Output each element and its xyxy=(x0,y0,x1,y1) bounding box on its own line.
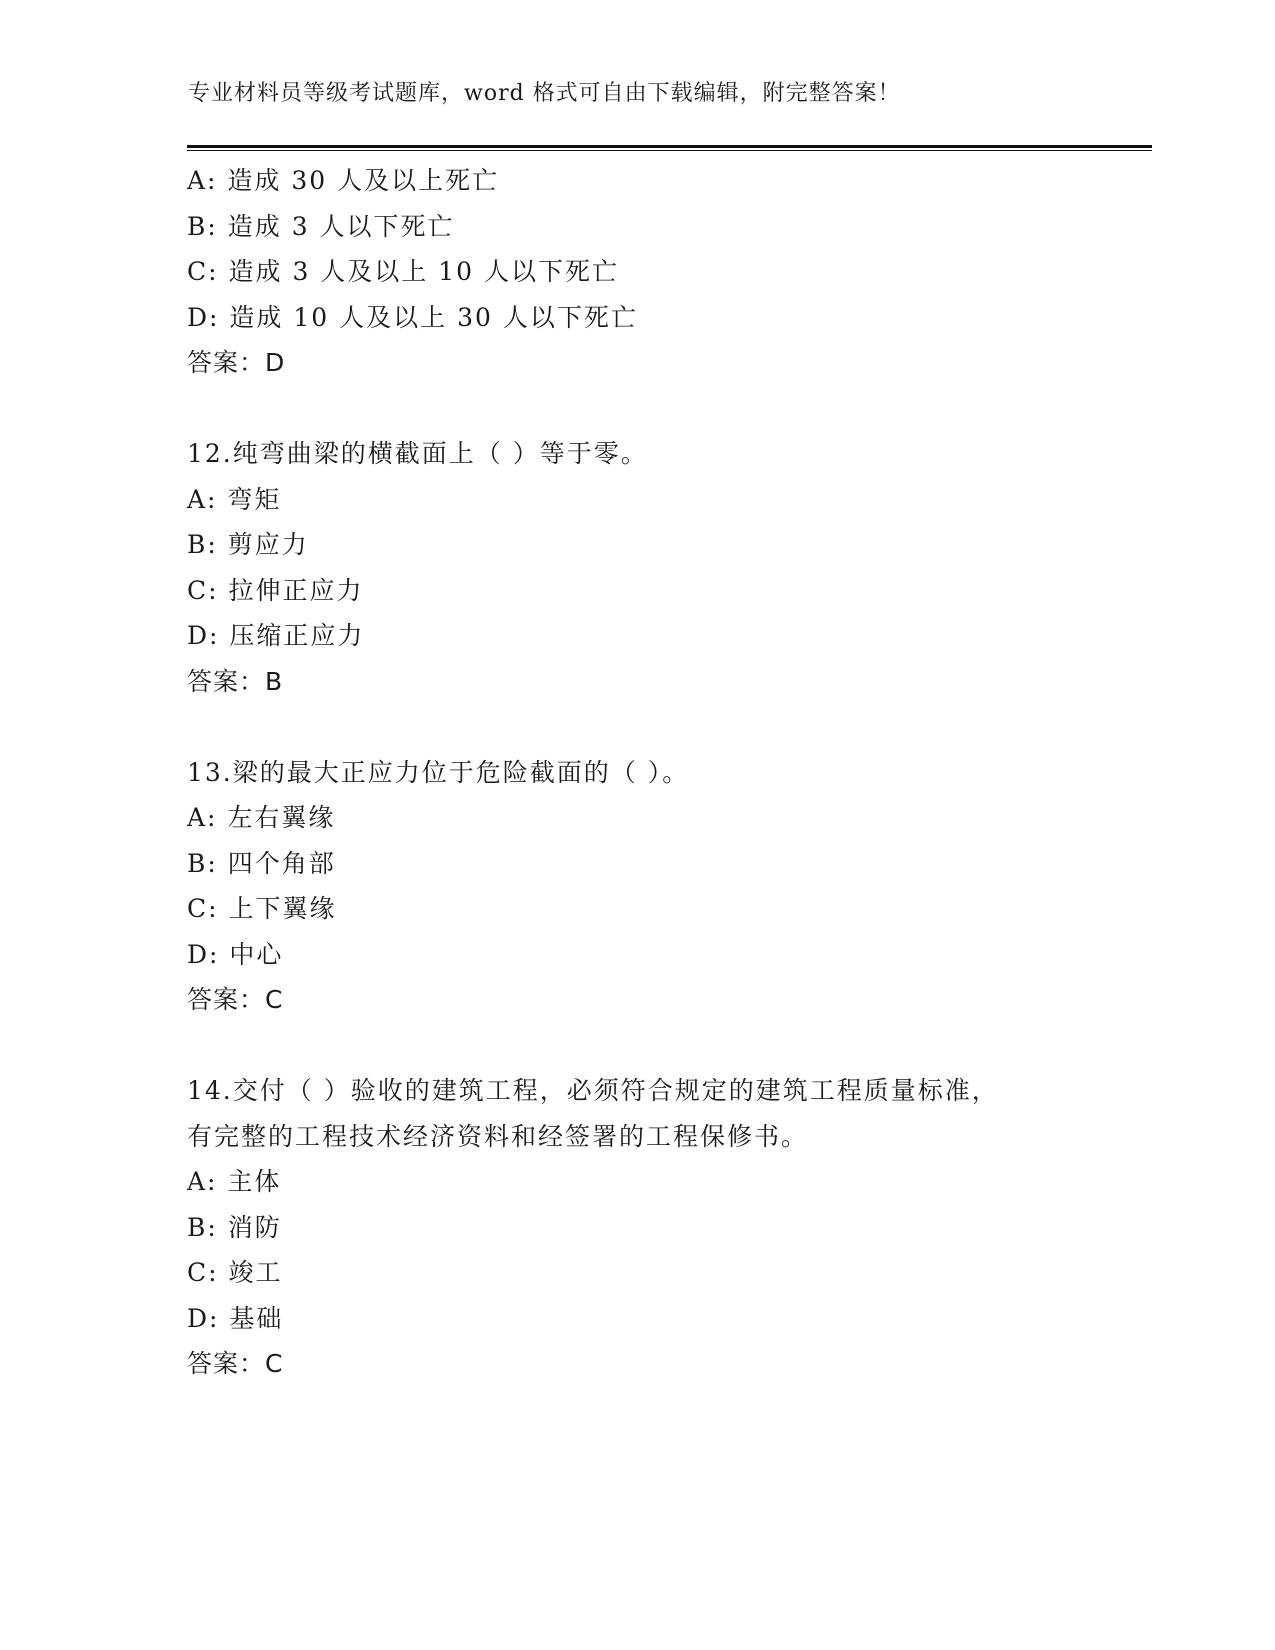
answer-line: 答案：D xyxy=(187,348,286,377)
question-stem: 12.纯弯曲梁的横截面上（ ）等于零。 xyxy=(187,439,648,468)
answer-line: 答案：C xyxy=(187,985,284,1014)
header-rule-thick xyxy=(187,145,1152,148)
option-a: A: 主体 xyxy=(187,1167,282,1196)
page-header: 专业材料员等级考试题库，word 格式可自由下载编辑，附完整答案！ xyxy=(188,81,901,106)
question-stem-continued: 有完整的工程技术经济资料和经签署的工程保修书。 xyxy=(187,1121,809,1151)
option-a: A: 弯矩 xyxy=(187,484,282,514)
answer-line: 答案：B xyxy=(187,666,284,696)
question-block xyxy=(187,431,1147,704)
option-c: C: 造成 3 人及以上 10 人以下死亡 xyxy=(187,257,620,286)
option-b: B: 造成 3 人以下死亡 xyxy=(187,211,455,241)
option-b: B: 消防 xyxy=(187,1212,282,1242)
option-d: D: 中心 xyxy=(187,939,284,969)
option-c: C: 竣工 xyxy=(187,1258,283,1287)
answer-line: 答案：C xyxy=(187,1349,284,1378)
option-d: D: 基础 xyxy=(187,1303,284,1333)
spacer xyxy=(187,1023,1147,1069)
option-b: B: 四个角部 xyxy=(187,848,336,878)
option-d: D: 造成 10 人及以上 30 人以下死亡 xyxy=(187,302,638,332)
question-block xyxy=(187,1068,1147,1387)
option-a: A: 左右翼缘 xyxy=(187,803,336,832)
option-a: A: 造成 30 人及以上死亡 xyxy=(187,166,500,195)
spacer xyxy=(187,704,1147,750)
option-b: B: 剪应力 xyxy=(187,530,309,559)
spacer xyxy=(187,386,1147,432)
option-d: D: 压缩正应力 xyxy=(187,621,365,650)
question-stem: 13.梁的最大正应力位于危险截面的（ ）。 xyxy=(187,757,690,787)
option-c: C: 拉伸正应力 xyxy=(187,575,364,605)
question-block xyxy=(187,158,1147,386)
question-block xyxy=(187,750,1147,1023)
option-c: C: 上下翼缘 xyxy=(187,894,337,923)
question-list xyxy=(187,158,1147,1387)
question-stem: 14.交付（ ）验收的建筑工程，必须符合规定的建筑工程质量标准， xyxy=(187,1076,999,1105)
header-rule-thin xyxy=(187,150,1152,151)
